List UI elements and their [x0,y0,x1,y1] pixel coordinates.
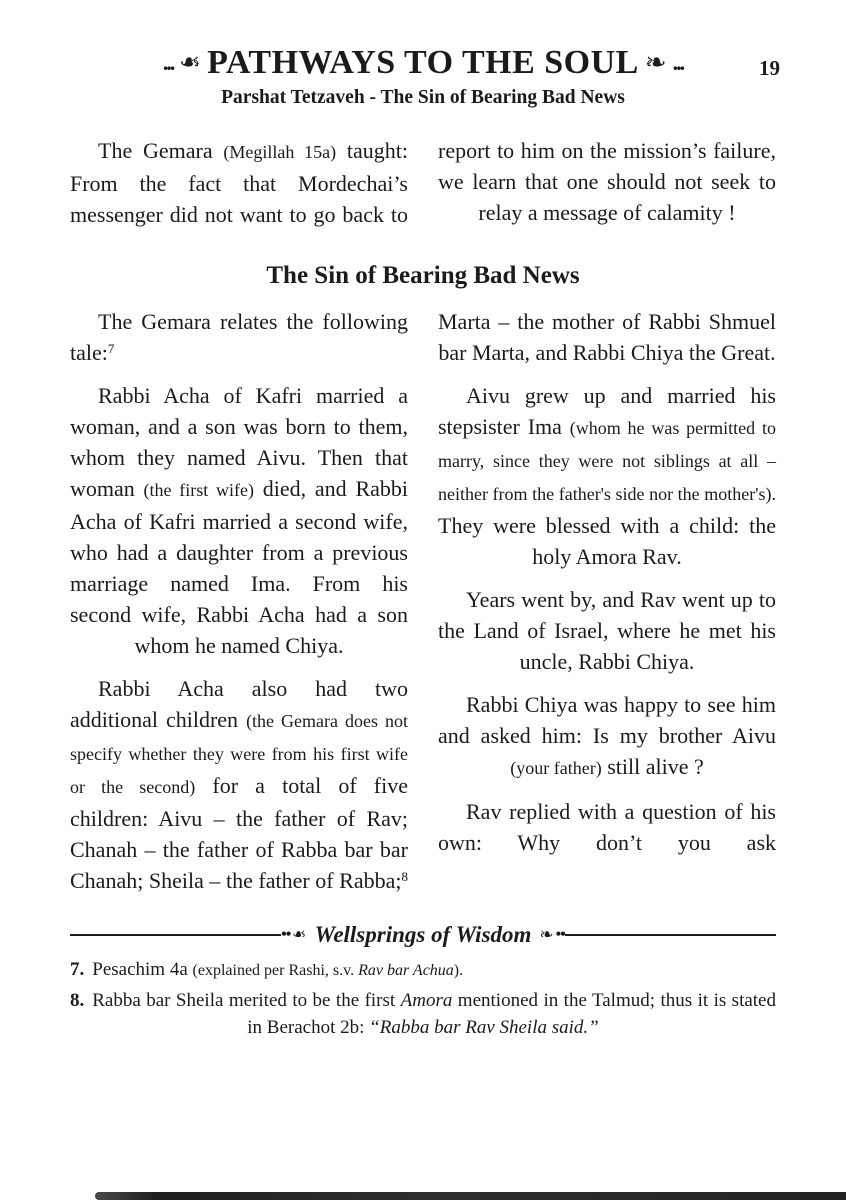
text-segment: Rabbi Acha of Kafri married a woman, and a son was born to them, whom they named Aivu. Then that woman [70,383,408,501]
text-segment: (the Gemara does not specify whether they were from his first wife or the second) [70,711,408,797]
footnote-separator [70,922,776,948]
text-segment: (explained per Rashi, s.v. [192,962,359,979]
separator-dots-left-icon: •• [281,926,291,943]
text-segment: Marta – the mother of Rabbi Shmuel bar Marta, and Rabbi Chiya the Great. [438,309,776,365]
text-segment: taught: From the fact that Mordechai’s messenger did not want to go back to [70,138,408,227]
separator-dots-right-icon: •• [555,926,565,943]
text-segment: Rav replied with a question of his own: Why don’t you ask [438,799,776,855]
text-segment: Rabbi Acha also had two additional children [70,676,408,732]
flourish-dots-left-icon: ... [162,50,174,75]
text-segment: “Rabba bar Rav Sheila said.” [369,1017,599,1038]
paragraph [438,584,776,677]
title-row [0,44,846,82]
text-segment: Rabbi Chiya was happy to see him and asked him: Is my brother Aivu [438,692,776,748]
page-number: 19 [759,56,780,80]
separator-line-right [565,934,776,936]
text-segment: still alive ? [601,754,704,779]
separator-fleuron-right-icon: ❧ [539,924,554,945]
text-segment: Pesachim 4a [92,959,193,980]
book-title: PATHWAYS TO THE SOUL [207,44,639,81]
paragraph [438,380,776,572]
text-segment: Amora [400,990,453,1011]
text-segment: died, and Rabbi Acha of Kafri married a second wife, who had a daughter from a previous marriage named Ima. From his second wife, Rabbi Acha had a son whom he named Chiya. [70,476,408,658]
story-left-column [70,306,408,908]
text-segment: Years went by, and Rav went up to the Land of Israel, where he met his uncle, Rabbi Chiya. [438,587,776,674]
footnote-reference: 7 [107,341,115,356]
text-segment: Aivu grew up and married his stepsister Ima [438,383,776,439]
footnotes [70,956,776,1041]
text-segment: ). [453,962,464,979]
footnote-reference: 8 [401,869,408,884]
text-segment: (the first wife) [143,480,255,500]
parshah-subtitle: Parshat Tetzaveh - The Sin of Bearing Bad News [221,87,625,108]
page-header [0,0,846,109]
paragraph [70,673,408,896]
section-heading: The Sin of Bearing Bad News [266,262,580,289]
flourish-dots-right-icon: ... [672,50,684,75]
scan-edge-artifact [95,1192,846,1200]
text-segment: The Gemara relates the following tale: [70,309,408,365]
wellsprings-script-title: Wellsprings of Wisdom [314,922,532,947]
paragraph [70,306,408,368]
intro-right-column [438,135,776,242]
footnote-item [70,987,776,1041]
intro-left-column [70,135,408,242]
footnote-item [70,956,776,984]
separator-line-left [70,934,281,936]
text-segment: mentioned in the Talmud; thus it is stated in Berachot 2b: [247,990,776,1038]
story-right-column [438,306,776,908]
text-segment: report to him on the mission’s failure, we learn that one should not seek to relay a message of calamity ! [438,138,776,225]
paragraph [438,135,776,228]
text-segment: (your father) [510,758,602,778]
text-segment: They were blessed with a child: the holy Amora Rav. [438,513,776,569]
paragraph [70,380,408,661]
text-segment: The Gemara [98,138,224,163]
text-segment: (Megillah 15a) [223,142,337,162]
text-segment: 7. [70,959,85,980]
text-segment: Rav bar Achua [358,962,454,979]
paragraph [70,135,408,230]
text-segment: for a total of five children: Aivu – the father of Rav; Chanah – the father of Rabba bar bar Chanah; Sheila – the father of Rabba; [70,773,408,893]
paragraph [438,689,776,784]
text-segment: 8. [70,990,85,1011]
paragraph [438,796,776,858]
separator-fleuron-left-icon: ❧ [292,924,307,945]
fleuron-right-icon: ❧ [644,48,667,78]
text-segment: Rabba bar Sheila merited to be the first [92,990,401,1011]
intro-columns [70,135,776,242]
fleuron-left-icon: ❧ [179,48,202,78]
story-columns [70,306,776,908]
text-segment: (whom he was permitted to marry, since they were not siblings at all – neither from the father's side nor the mother's). [438,418,776,504]
paragraph [438,306,776,368]
